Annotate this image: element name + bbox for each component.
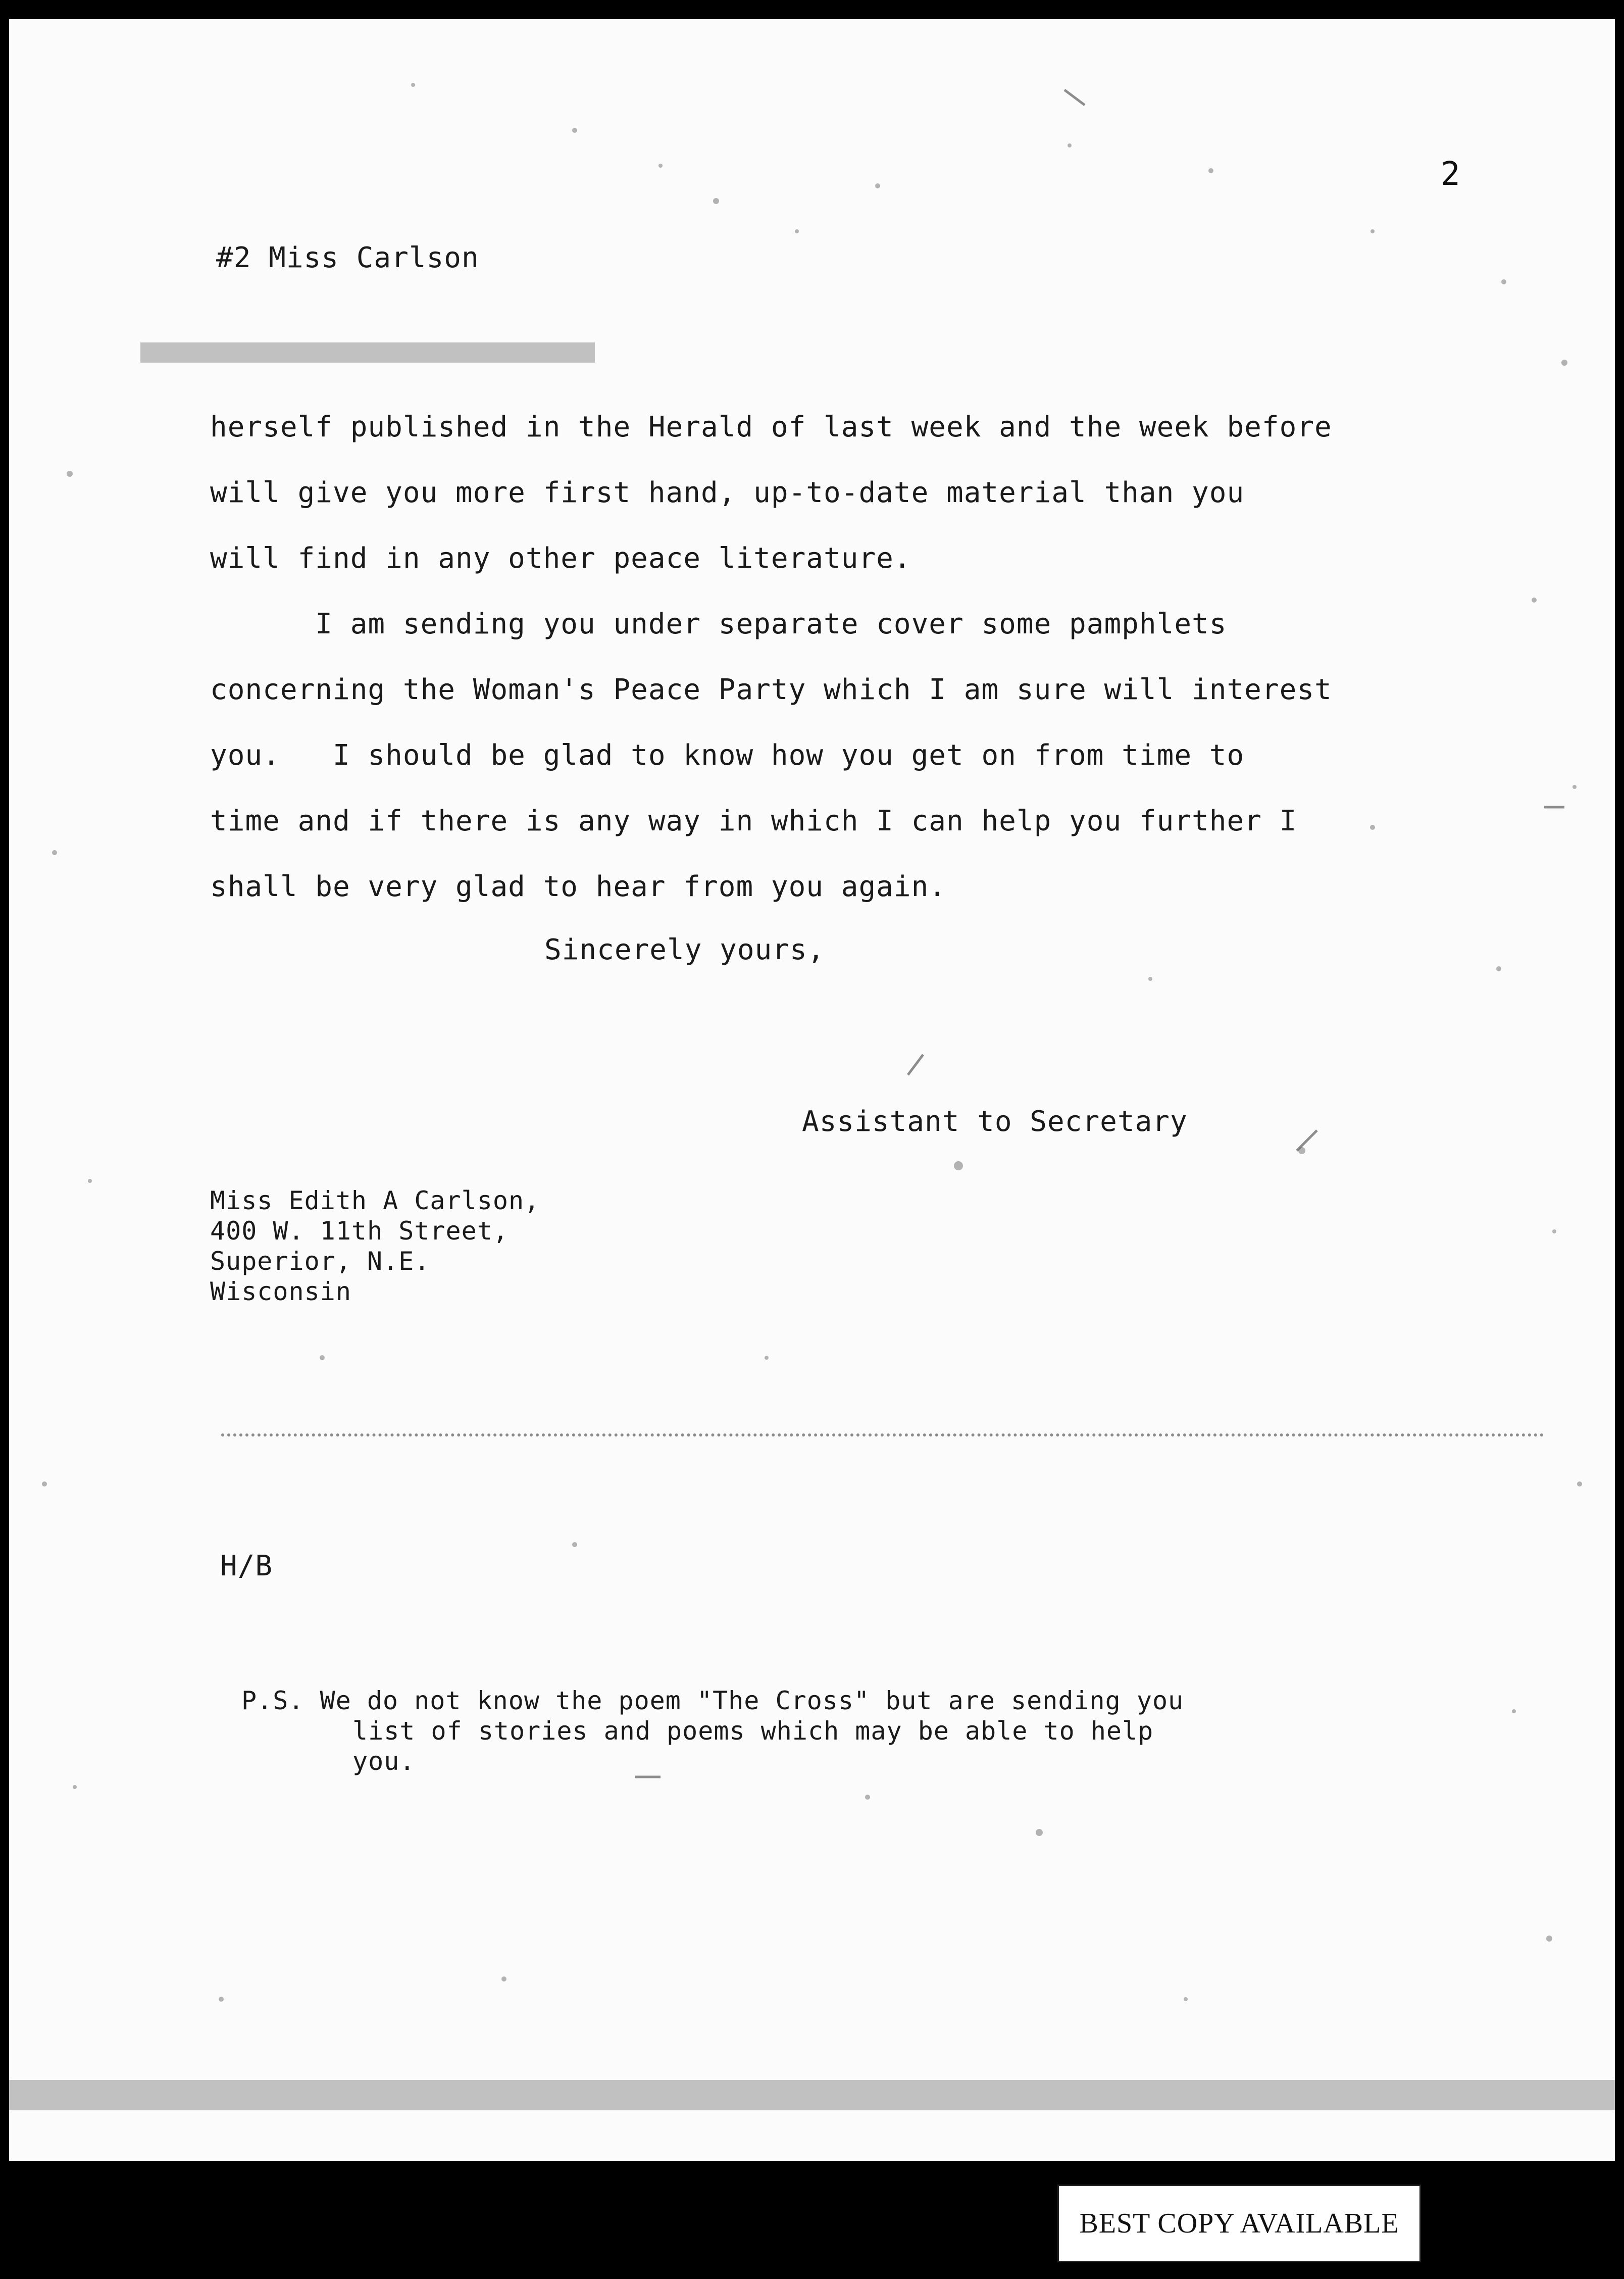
letter-header: #2 Miss Carlson [216, 241, 479, 274]
best-copy-label: BEST COPY AVAILABLE [1057, 2185, 1421, 2262]
postscript-line: P.S. We do not know the poem "The Cross" but are sending you [241, 1686, 1184, 1715]
address-line: Superior, N.E. [210, 1247, 430, 1276]
body-line: concerning the Woman's Peace Party which I am sure will interest [210, 673, 1332, 706]
address-line: Wisconsin [210, 1277, 351, 1306]
complimentary-close: Sincerely yours, [544, 933, 825, 966]
dotted-divider [221, 1433, 1544, 1436]
body-line: will give you more first hand, up-to-date material than you [210, 476, 1245, 509]
body-line: time and if there is any way in which I can help you further I [210, 805, 1297, 837]
body-line: herself published in the Herald of last week and the week before [210, 411, 1332, 443]
address-line: 400 W. 11th Street, [210, 1216, 509, 1246]
address-line: Miss Edith A Carlson, [210, 1186, 540, 1215]
scan-noise [9, 19, 1615, 2161]
body-line: will find in any other peace literature. [210, 542, 911, 575]
postscript-line: you. [352, 1747, 416, 1776]
body-line: shall be very glad to hear from you again. [210, 870, 947, 903]
postscript-line: list of stories and poems which may be able to help [352, 1716, 1154, 1746]
body-line: you. I should be glad to know how you get on from time to [210, 739, 1245, 772]
typist-initials: H/B [220, 1550, 273, 1582]
page-number-mark: 2 [1441, 156, 1460, 193]
letter-sheet [9, 19, 1615, 2161]
body-line: I am sending you under separate cover some pamphlets [210, 608, 1227, 640]
signature-title: Assistant to Secretary [802, 1105, 1188, 1138]
